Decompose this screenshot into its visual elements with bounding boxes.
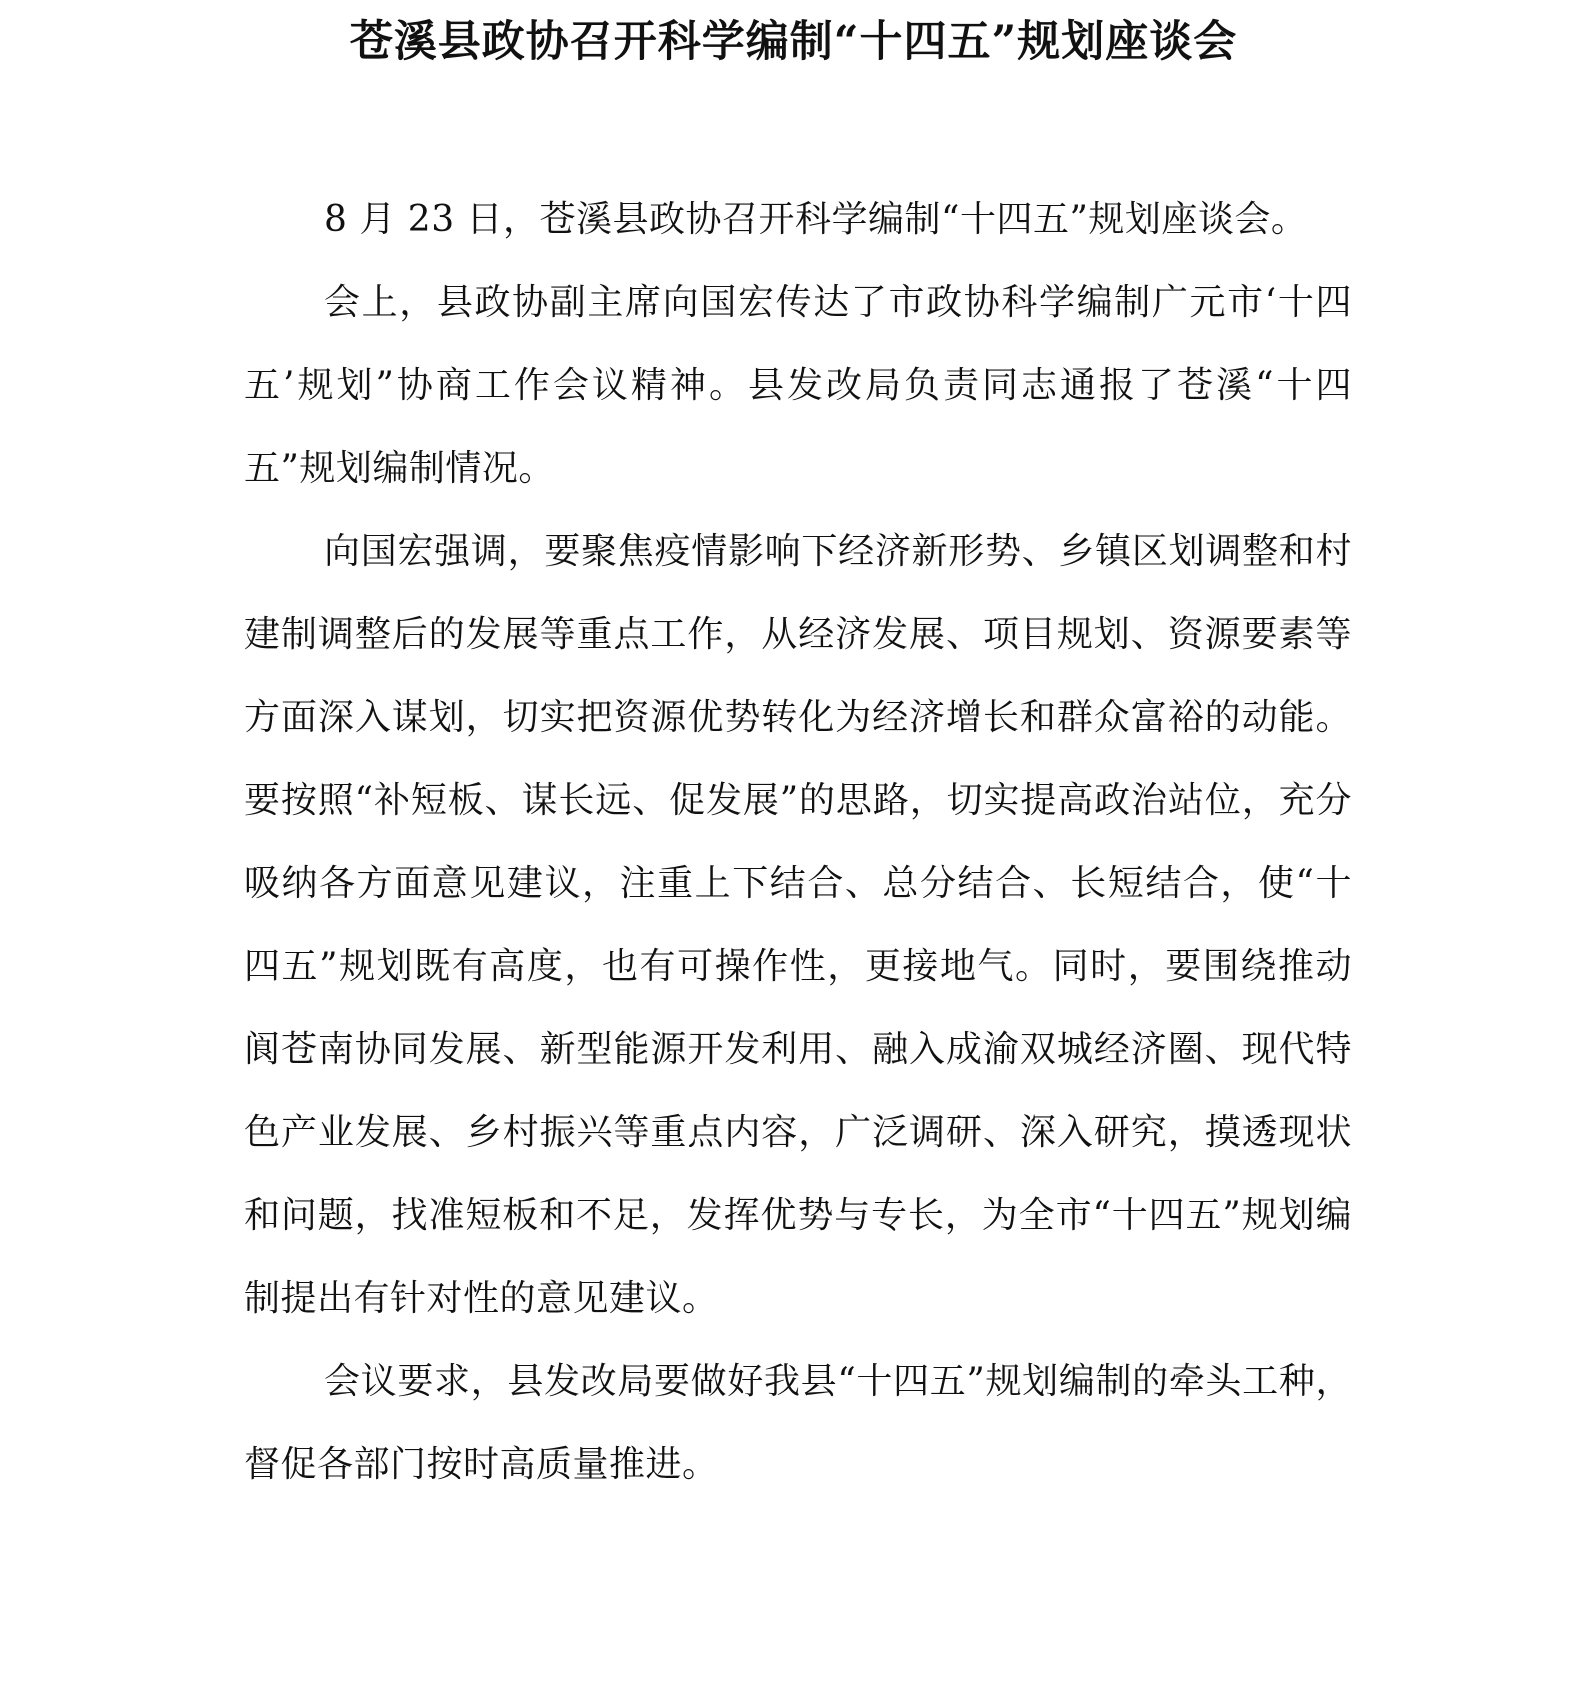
paragraph-meeting: 会上，县政协副主席向国宏传达了市政协科学编制广元市‘十四五’规划”协商工作会议精神。县发改局负责同志通报了苍溪“十四五”规划编制情况。: [244, 282, 1352, 489]
document-body: [244, 178, 1352, 1506]
paragraph-requirement: 会议要求，县发改局要做好我县“十四五”规划编制的牵头工种，督促各部门按时高质量推进。: [244, 1361, 1352, 1485]
paragraph-date: 8 月 23 日，苍溪县政协召开科学编制“十四五”规划座谈会。: [324, 199, 1308, 240]
paragraph-emphasis: 向国宏强调，要聚焦疫情影响下经济新形势、乡镇区划调整和村建制调整后的发展等重点工作，从经济发展、项目规划、资源要素等方面深入谋划，切实把资源优势转化为经济增长和群众富裕的动能。要按照“补短板、谋长远、促发展”的思路，切实提高政治站位，充分吸纳各方面意见建议，注重上下结合、总分结合、长短结合，使“十四五”规划既有高度，也有可操作性，更接地气。同时，要围绕推动阆苍南协同发展、新型能源开发利用、融入成渝双城经济圈、现代特色产业发展、乡村振兴等重点内容，广泛调研、深入研究，摸透现状和问题，找准短板和不足，发挥优势与专长，为全市“十四五”规划编制提出有针对性的意见建议。: [244, 531, 1352, 1319]
document-title: 苍溪县政协召开科学编制“十四五”规划座谈会: [349, 17, 1238, 67]
